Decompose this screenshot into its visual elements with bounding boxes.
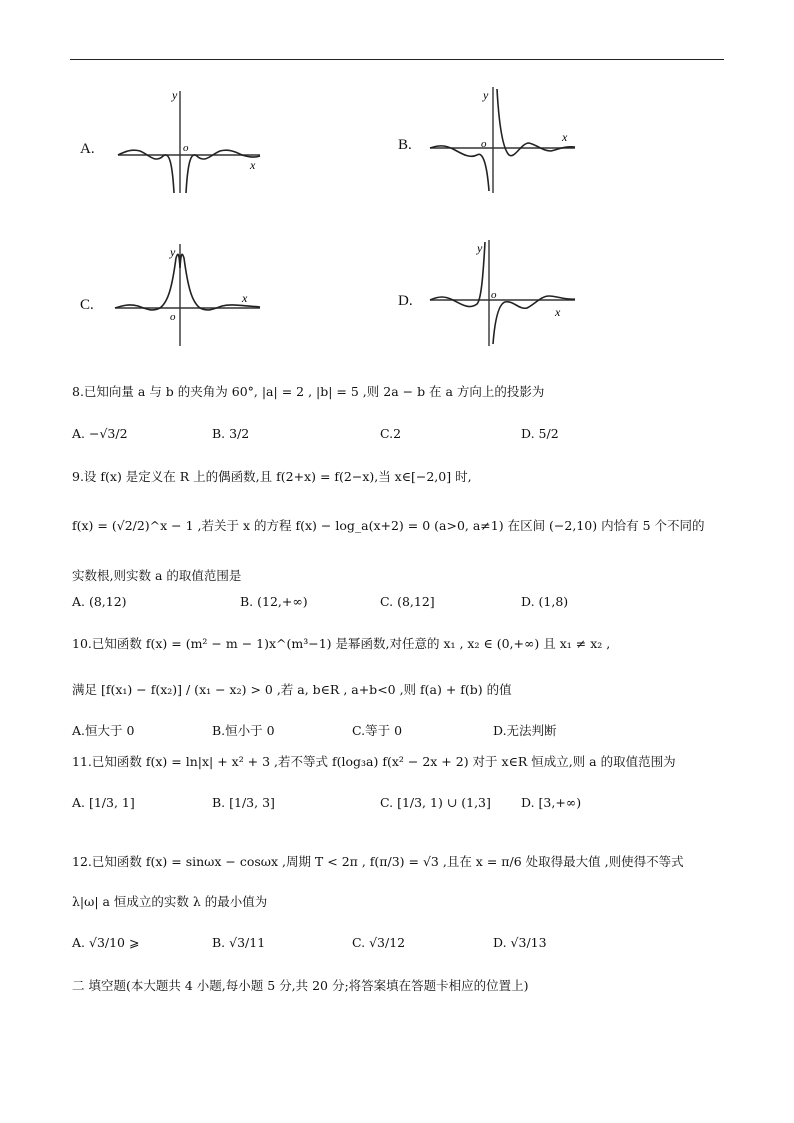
graph-c	[110, 238, 270, 348]
q10-option-b: B.恒小于 0	[212, 723, 275, 738]
q9-option-d: D. (1,8)	[521, 594, 569, 609]
q12-option-c: C. √3/12	[352, 935, 406, 950]
graph-d-y-label: y	[477, 241, 483, 255]
q9-option-c: C. (8,12]	[380, 594, 435, 609]
q9-option-b: B. (12,+∞)	[240, 594, 308, 609]
question-9-line-1: 9.设 f(x) 是定义在 R 上的偶函数,且 f(2+x) = f(2−x),当 x∈[−2,0] 时,	[72, 469, 472, 484]
question-10-line-1: 10.已知函数 f(x) = (m² − m − 1)x^(m³−1) 是幂函数,对任意的 x₁ , x₂ ∈ (0,+∞) 且 x₁ ≠ x₂ ,	[72, 636, 611, 651]
q8-option-b: B. 3/2	[212, 426, 250, 441]
q12-option-b: B. √3/11	[212, 935, 266, 950]
question-9-line-3: 实数根,则实数 a 的取值范围是	[72, 568, 242, 583]
q8-option-a: A. −√3/2	[72, 426, 128, 441]
graph-c-x-label: x	[242, 291, 248, 305]
option-d-label: D.	[398, 293, 413, 309]
question-8-stem: 8.已知向量 a 与 b 的夹角为 60°, |a| = 2 , |b| = 5 ,则 2a − b 在 a 方向上的投影为	[72, 384, 545, 399]
section-2-heading: 二 填空题(本大题共 4 小题,每小题 5 分,共 20 分;将答案填在答题卡相应的位置上)	[72, 978, 529, 993]
option-c-label: C.	[80, 297, 94, 313]
graph-d-origin: o	[491, 289, 497, 301]
q9-option-a: A. (8,12)	[72, 594, 127, 609]
q11-option-c: C. [1/3, 1) ∪ (1,3]	[380, 795, 491, 810]
q12-option-a: A. √3/10 ⩾	[72, 935, 140, 950]
q11-option-d: D. [3,+∞)	[521, 795, 582, 810]
q11-option-b: B. [1/3, 3]	[212, 795, 275, 810]
q10-option-c: C.等于 0	[352, 723, 403, 738]
q10-option-d: D.无法判断	[493, 723, 557, 738]
graph-d	[425, 238, 585, 348]
graph-a-y-label: y	[172, 88, 178, 102]
q12-option-d: D. √3/13	[493, 935, 547, 950]
question-11-stem: 11.已知函数 f(x) = ln|x| + x² + 3 ,若不等式 f(log₃a) f(x² − 2x + 2) 对于 x∈R 恒成立,则 a 的取值范围为	[72, 754, 676, 769]
graph-a	[110, 85, 270, 195]
option-b-label: B.	[398, 137, 412, 153]
question-10-line-2: 满足 [f(x₁) − f(x₂)] / (x₁ − x₂) > 0 ,若 a, b∈R , a+b<0 ,则 f(a) + f(b) 的值	[72, 682, 512, 697]
graph-a-x-label: x	[250, 158, 256, 172]
graph-b	[425, 85, 585, 195]
graph-b-origin: o	[481, 138, 487, 150]
q10-option-a: A.恒大于 0	[72, 723, 135, 738]
q8-option-c: C.2	[380, 426, 402, 441]
option-a-label: A.	[80, 141, 95, 157]
top-rule	[70, 59, 724, 60]
question-12-line-1: 12.已知函数 f(x) = sinωx − cosωx ,周期 T < 2π , f(π/3) = √3 ,且在 x = π/6 处取得最大值 ,则使得不等式	[72, 854, 684, 869]
q11-option-a: A. [1/3, 1]	[72, 795, 135, 810]
q8-option-d: D. 5/2	[521, 426, 559, 441]
graph-c-origin: o	[170, 311, 176, 323]
graph-a-origin: o	[183, 142, 189, 154]
graph-b-y-label: y	[483, 88, 489, 102]
graph-b-x-label: x	[562, 130, 568, 144]
question-9-line-2: f(x) = (√2/2)^x − 1 ,若关于 x 的方程 f(x) − log_a(x+2) = 0 (a>0, a≠1) 在区间 (−2,10) 内恰有 5 个不同的	[72, 518, 705, 533]
graph-d-x-label: x	[555, 305, 561, 319]
question-12-line-2: λ|ω| a 恒成立的实数 λ 的最小值为	[72, 894, 268, 909]
graph-c-y-label: y	[170, 245, 176, 259]
